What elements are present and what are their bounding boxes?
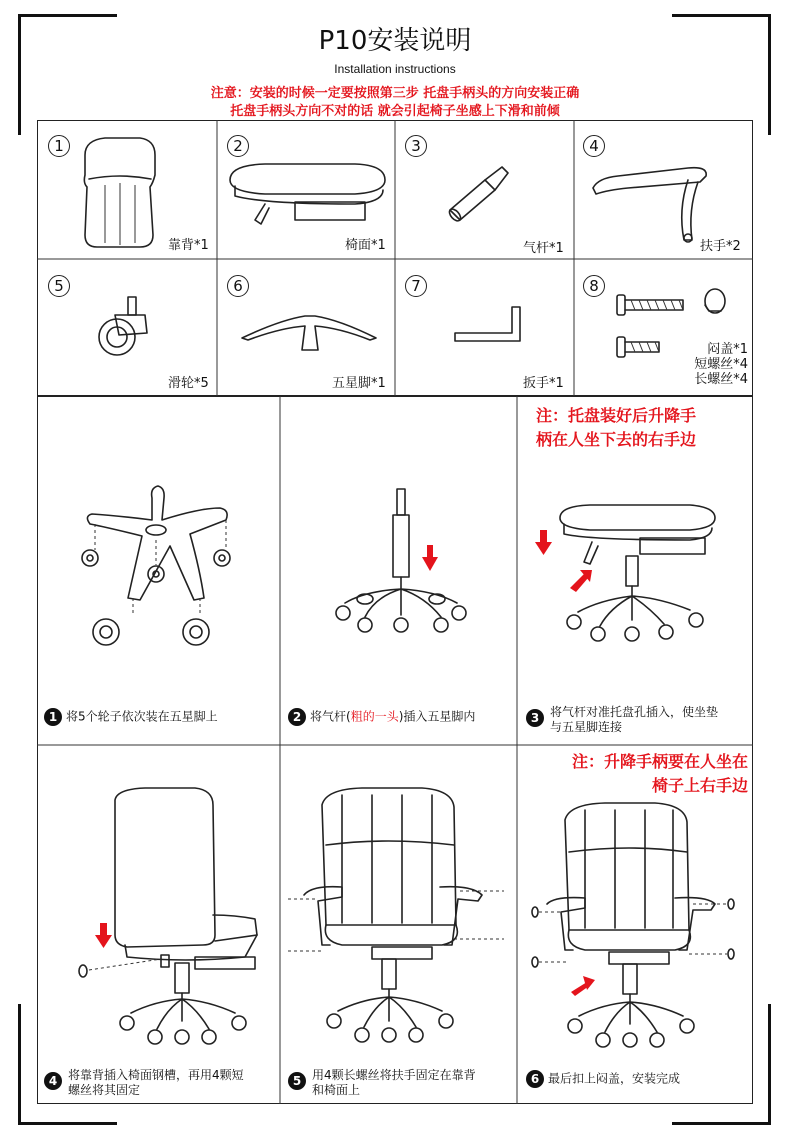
step-5-illustration	[282, 785, 512, 1045]
step-3-note	[536, 404, 696, 452]
step-3-note-line-2: 柄在人坐下去的右手边	[536, 430, 697, 449]
step-2-number: 2	[288, 708, 306, 726]
part-label-gas-lift: 气杆*1	[523, 241, 564, 256]
step-3-text-line-2: 与五星脚连接	[550, 720, 623, 734]
part-number-3: 3	[405, 135, 427, 157]
step-2-text-after: )插入五星脚内	[398, 709, 476, 724]
step-4-text-line-2: 螺丝将其固定	[68, 1083, 141, 1097]
part-label-star-base: 五星脚*1	[332, 376, 386, 391]
part-label-wrench: 扳手*1	[523, 376, 564, 391]
step-6-illustration	[525, 800, 750, 1050]
step-2-caption	[288, 708, 475, 726]
step-6-number: 6	[526, 1070, 544, 1088]
step-6-text: 最后扣上闷盖，安装完成	[548, 1071, 681, 1086]
step-4-caption	[44, 1068, 244, 1098]
part-number-5: 5	[48, 275, 70, 297]
part-label-armrest: 扶手*2	[700, 239, 741, 254]
page-subtitle: Installation instructions	[334, 62, 456, 76]
step-5-text-line-1: 用4颗长螺丝将扶手固定在靠背	[312, 1068, 476, 1082]
page-title: P10安装说明	[318, 26, 472, 56]
step-5-caption	[288, 1068, 476, 1098]
part-label-long-screw: 长螺丝*4	[694, 372, 748, 387]
step-6-note	[536, 750, 748, 798]
step-5-number: 5	[288, 1072, 306, 1090]
step-1-illustration	[70, 480, 250, 655]
step-2-illustration	[325, 485, 485, 640]
step-6-note-line-2: 椅子上右手边	[651, 776, 748, 795]
part-number-6: 6	[227, 275, 249, 297]
part-label-caster: 滑轮*5	[168, 376, 209, 391]
step-4-illustration	[75, 785, 265, 1045]
step-3-number: 3	[526, 709, 544, 727]
step-1-text: 将5个轮子依次装在五星脚上	[66, 709, 218, 724]
step-3-illustration	[530, 500, 730, 650]
part-label-cover: 闷盖*1	[707, 342, 748, 357]
step-2-text-red: 粗的一头	[350, 709, 399, 724]
part-number-7: 7	[405, 275, 427, 297]
step-3-caption	[526, 705, 718, 735]
warning-line-1: 注意：安装的时候一定要按照第三步 托盘手柄头的方向安装正确	[210, 86, 580, 101]
step-3-note-line-1: 注：托盘装好后升降手	[536, 406, 697, 425]
step-6-caption	[526, 1070, 680, 1088]
part-number-1: 1	[48, 135, 70, 157]
part-number-8: 8	[583, 275, 605, 297]
step-4-number: 4	[44, 1072, 62, 1090]
part-number-4: 4	[583, 135, 605, 157]
step-1-caption	[44, 708, 218, 726]
part-label-backrest: 靠背*1	[168, 238, 209, 253]
part-label-short-screw: 短螺丝*4	[694, 357, 748, 372]
step-1-number: 1	[44, 708, 62, 726]
step-5-text-line-2: 和椅面上	[312, 1083, 361, 1097]
warning-line-2: 托盘手柄头方向不对的话 就会引起椅子坐感上下滑和前倾	[230, 104, 560, 119]
step-2-text-before: 将气杆(	[310, 709, 351, 724]
step-4-text-line-1: 将靠背插入椅面钢槽，再用4颗短	[68, 1068, 244, 1082]
part-label-seat: 椅面*1	[345, 238, 386, 253]
part-number-2: 2	[227, 135, 249, 157]
step-6-note-line-1: 注：升降手柄要在人坐在	[571, 752, 748, 771]
step-3-text-line-1: 将气杆对准托盘孔插入，使坐垫	[550, 705, 719, 719]
